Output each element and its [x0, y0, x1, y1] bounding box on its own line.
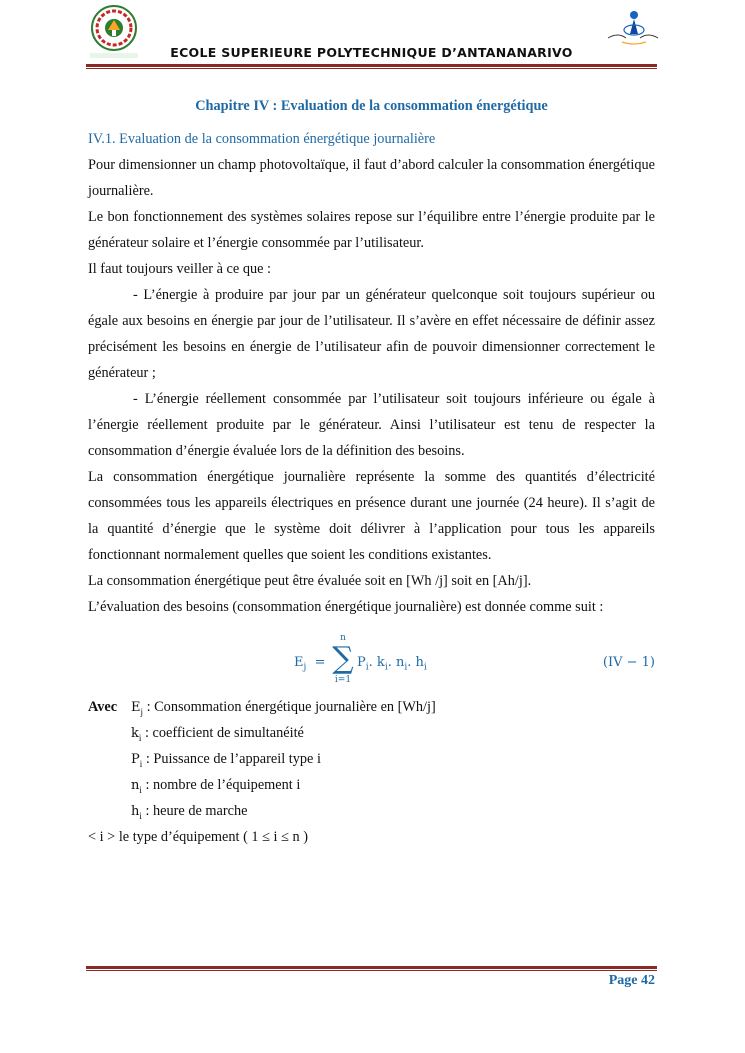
definition-item: Avec $E_j$ : Consommation énergétique journalière en [Wh/j] — [88, 694, 655, 720]
equation-rhs: $P_i$. $k_i$. $n_i$. $h_i$ — [357, 655, 427, 673]
equation — [88, 630, 655, 692]
bullet-paragraph: - L’énergie à produire par jour par un générateur quelconque soit toujours supérieur ou égale aux besoins en énergie par jour de l’utilisateur. Il s’avère en effet nécessaire de définir assez précisément les besoins en énergie de l’utilisateur afin de pouvoir dimensionner correctement le générateur ; — [88, 287, 655, 381]
index-note: < i > le type d’équipement ( 1 ≤ i ≤ n ) — [88, 829, 309, 845]
document-body — [88, 90, 655, 850]
page-header — [86, 0, 657, 70]
page-number: Page 42 — [608, 973, 655, 988]
avec-label: Avec — [88, 699, 118, 715]
paragraph: Il faut toujours veiller à ce que : — [88, 261, 272, 277]
equation-lhs: $E_j$ = — [294, 655, 326, 673]
paragraph: La consommation énergétique peut être évaluée soit en [Wh /j] soit en [Ah/j]. — [88, 573, 532, 589]
header-rule — [86, 64, 657, 67]
chapter-title: Chapitre IV : Evaluation de la consommation énergétique — [195, 98, 548, 114]
bullet-paragraph: - L’énergie réellement consommée par l’utilisateur soit toujours inférieure ou égale à l’énergie réellement produite par le générateur. Ainsi l’utilisateur est tenu de respecter la consommation d’énergie évaluée lors de la définition des besoins. — [88, 391, 655, 459]
paragraph: La consommation énergétique journalière représente la somme des quantités d’électricité consommées tous les appareils électriques en présence durant une journée (24 heure). Il s’agit de la quantité d’énergie que le système doit délivrer à l’application pour tous les appareils fonctionnant normalement quelles que soient les conditions existantes. — [88, 469, 655, 563]
definition-item: $h_i$ : heure de marche — [131, 803, 248, 821]
equation-number: (IV − 1) — [602, 655, 655, 670]
definitions-list — [88, 694, 655, 824]
footer-rule — [86, 966, 657, 969]
header-rule-thin — [86, 68, 657, 69]
sigma-icon: ∑ — [332, 641, 354, 676]
definition-item: $k_i$ : coefficient de simultanéité — [131, 725, 304, 743]
paragraph: Le bon fonctionnement des systèmes solaires repose sur l’équilibre entre l’énergie produite par le générateur solaire et l’énergie consommée par l’utilisateur. — [88, 209, 655, 251]
definition-item: $P_i$ : Puissance de l’appareil type i — [131, 751, 321, 769]
summation: n ∑ i=1 — [332, 633, 354, 685]
paragraph: Pour dimensionner un champ photovoltaïque, il faut d’abord calculer la consommation énergétique journalière. — [88, 157, 655, 199]
school-name: ECOLE SUPERIEURE POLYTECHNIQUE D’ANTANANARIVO — [170, 45, 573, 60]
paragraph: L’évaluation des besoins (consommation énergétique journalière) est donnée comme suit : — [88, 599, 604, 615]
footer-rule-thin — [86, 970, 657, 971]
section-title: IV.1. Evaluation de la consommation énergétique journalière — [88, 131, 436, 147]
industry-logo-icon — [604, 8, 660, 48]
definition-item: $n_i$ : nombre de l’équipement i — [131, 777, 301, 795]
